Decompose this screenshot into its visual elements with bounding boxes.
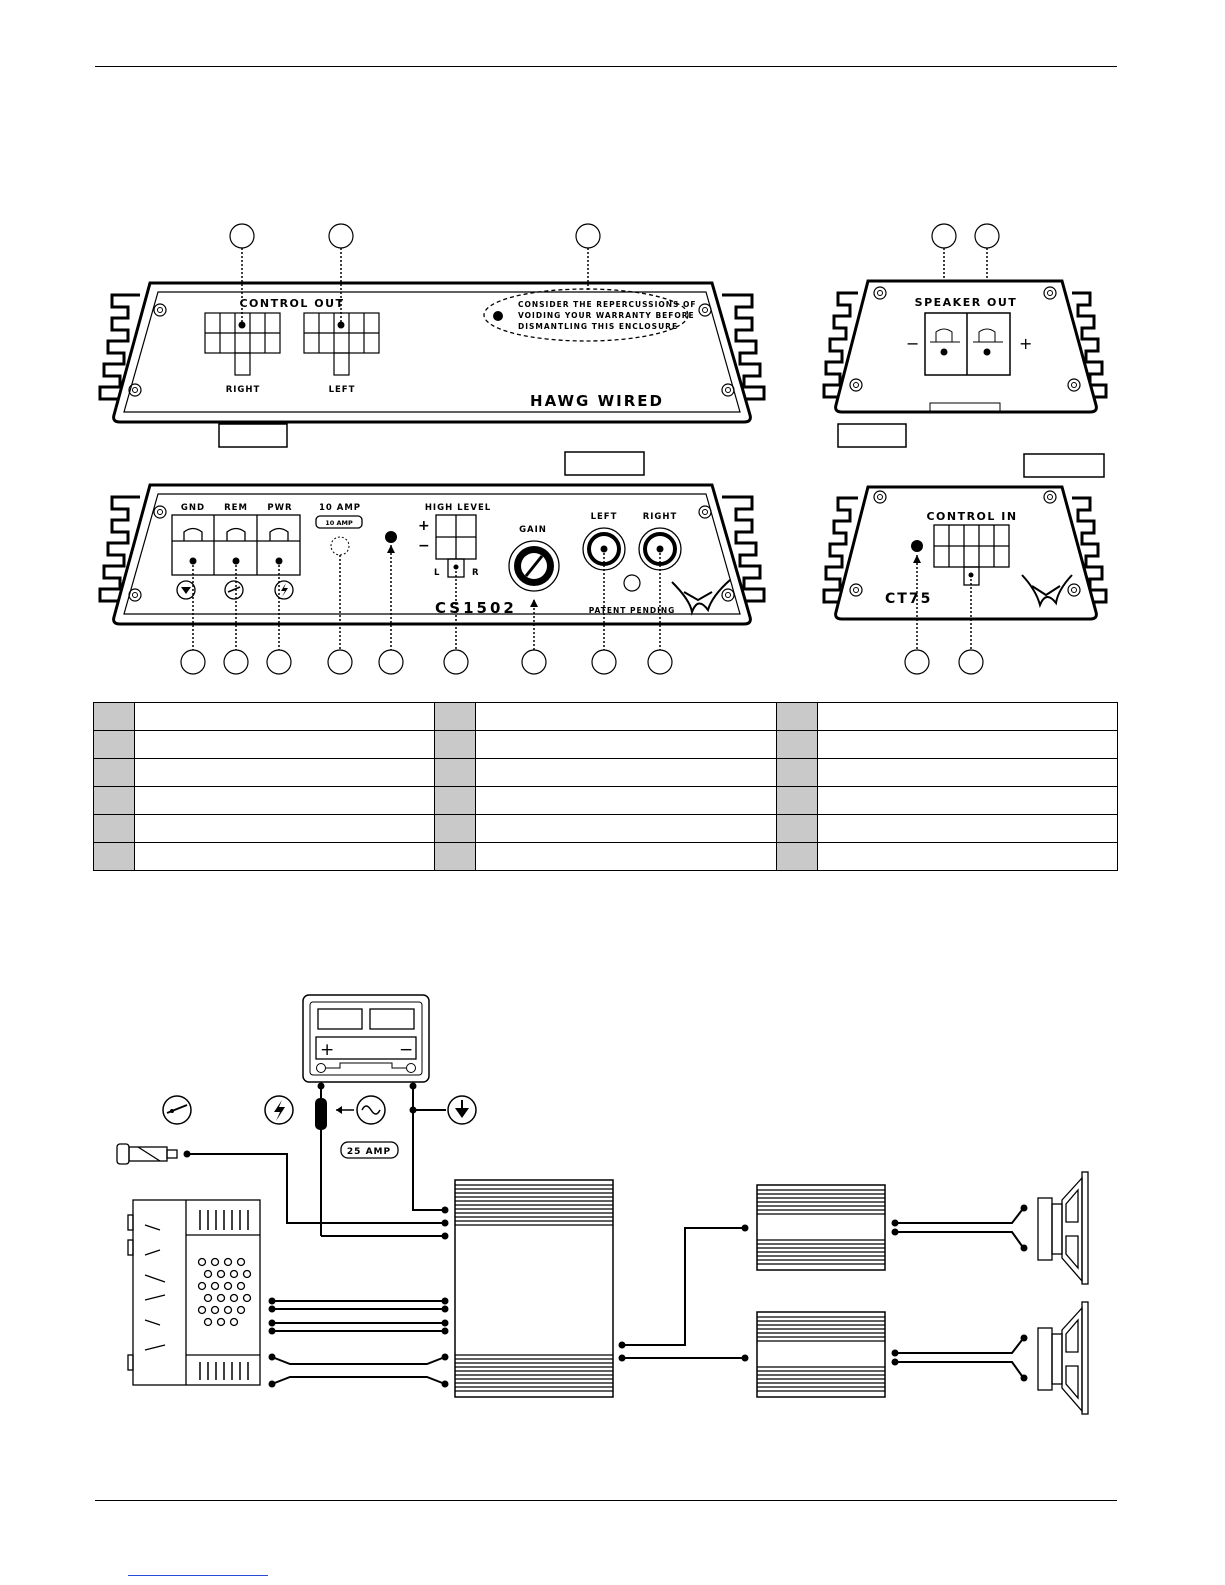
rear-amp-panel <box>100 485 764 624</box>
control-led <box>911 540 923 552</box>
fuse-rating-label: 10 AMP <box>318 503 362 513</box>
gnd-label: GND <box>180 503 206 513</box>
speaker-1-icon <box>1038 1172 1088 1284</box>
warning-line-2: VOIDING YOUR WARRANTY BEFORE <box>518 311 695 320</box>
legend-row <box>94 815 1118 843</box>
callout-circle <box>932 224 956 248</box>
bottom-callouts <box>181 650 983 674</box>
label-box <box>219 424 287 447</box>
power-icon <box>265 1096 293 1124</box>
rca-right-label: RIGHT <box>642 512 678 522</box>
ground-icon <box>448 1096 476 1124</box>
wiring-diagram <box>117 995 1088 1414</box>
battery-icon <box>303 995 429 1082</box>
remote-icon <box>163 1096 191 1124</box>
remote-plug <box>117 1144 177 1164</box>
callout-circle <box>230 224 254 248</box>
high-plus: + <box>418 518 430 534</box>
front-amp-panel <box>100 283 764 422</box>
warning-line-3: DISMANTLING THIS ENCLOSURE <box>518 322 679 331</box>
legend-row <box>94 787 1118 815</box>
patent-label: PATENT PENDING <box>588 606 676 615</box>
legend-row <box>94 731 1118 759</box>
high-l-label: L <box>434 568 441 578</box>
legend-row <box>94 843 1118 871</box>
speaker-out-panel <box>824 281 1106 412</box>
speaker-2-icon <box>1038 1302 1088 1414</box>
label-box <box>1024 454 1104 477</box>
label-box <box>838 424 906 447</box>
main-amplifier-icon <box>455 1180 613 1397</box>
rem-label: REM <box>224 503 248 513</box>
control-model-label: CT75 <box>885 591 933 607</box>
control-in-label: CONTROL IN <box>926 510 1018 523</box>
callout-circle <box>329 224 353 248</box>
led-indicator <box>385 531 397 543</box>
satellite-amp-1-icon <box>757 1185 885 1270</box>
speaker-minus: − <box>906 334 920 353</box>
speaker-plus: + <box>1019 334 1033 353</box>
control-in-panel <box>824 487 1106 619</box>
top-callouts <box>230 224 999 248</box>
pwr-label: PWR <box>267 503 293 513</box>
high-level-label: HIGH LEVEL <box>424 503 492 513</box>
model-label: CS1502 <box>435 599 517 617</box>
satellite-amp-2-icon <box>757 1312 885 1397</box>
control-out-label: CONTROL OUT <box>239 297 345 310</box>
battery-minus: − <box>399 1040 414 1060</box>
label-box <box>565 452 644 475</box>
speaker-out-label: SPEAKER OUT <box>914 296 1018 309</box>
high-minus: − <box>418 538 430 554</box>
battery-plus: + <box>320 1040 335 1060</box>
fuse-symbol-icon <box>357 1096 385 1124</box>
legend-table <box>93 702 1118 871</box>
gain-knob[interactable] <box>509 541 559 591</box>
legend-row <box>94 703 1118 731</box>
bomb-icon <box>493 311 503 321</box>
head-unit-icon <box>128 1200 260 1385</box>
legend-row <box>94 759 1118 787</box>
left-label: LEFT <box>328 385 356 395</box>
warning-line-1: CONSIDER THE REPERCUSSIONS OF <box>518 300 697 309</box>
callout-circle <box>975 224 999 248</box>
high-r-label: R <box>472 568 480 578</box>
rca-left-label: LEFT <box>590 512 618 522</box>
fuse-text: 10 AMP <box>325 519 353 527</box>
callout-circle <box>576 224 600 248</box>
right-label: RIGHT <box>225 385 261 395</box>
wiring-fuse-label: 25 AMP <box>346 1147 392 1157</box>
gain-label: GAIN <box>519 525 547 535</box>
brand-label: HAWG WIRED <box>530 392 664 410</box>
